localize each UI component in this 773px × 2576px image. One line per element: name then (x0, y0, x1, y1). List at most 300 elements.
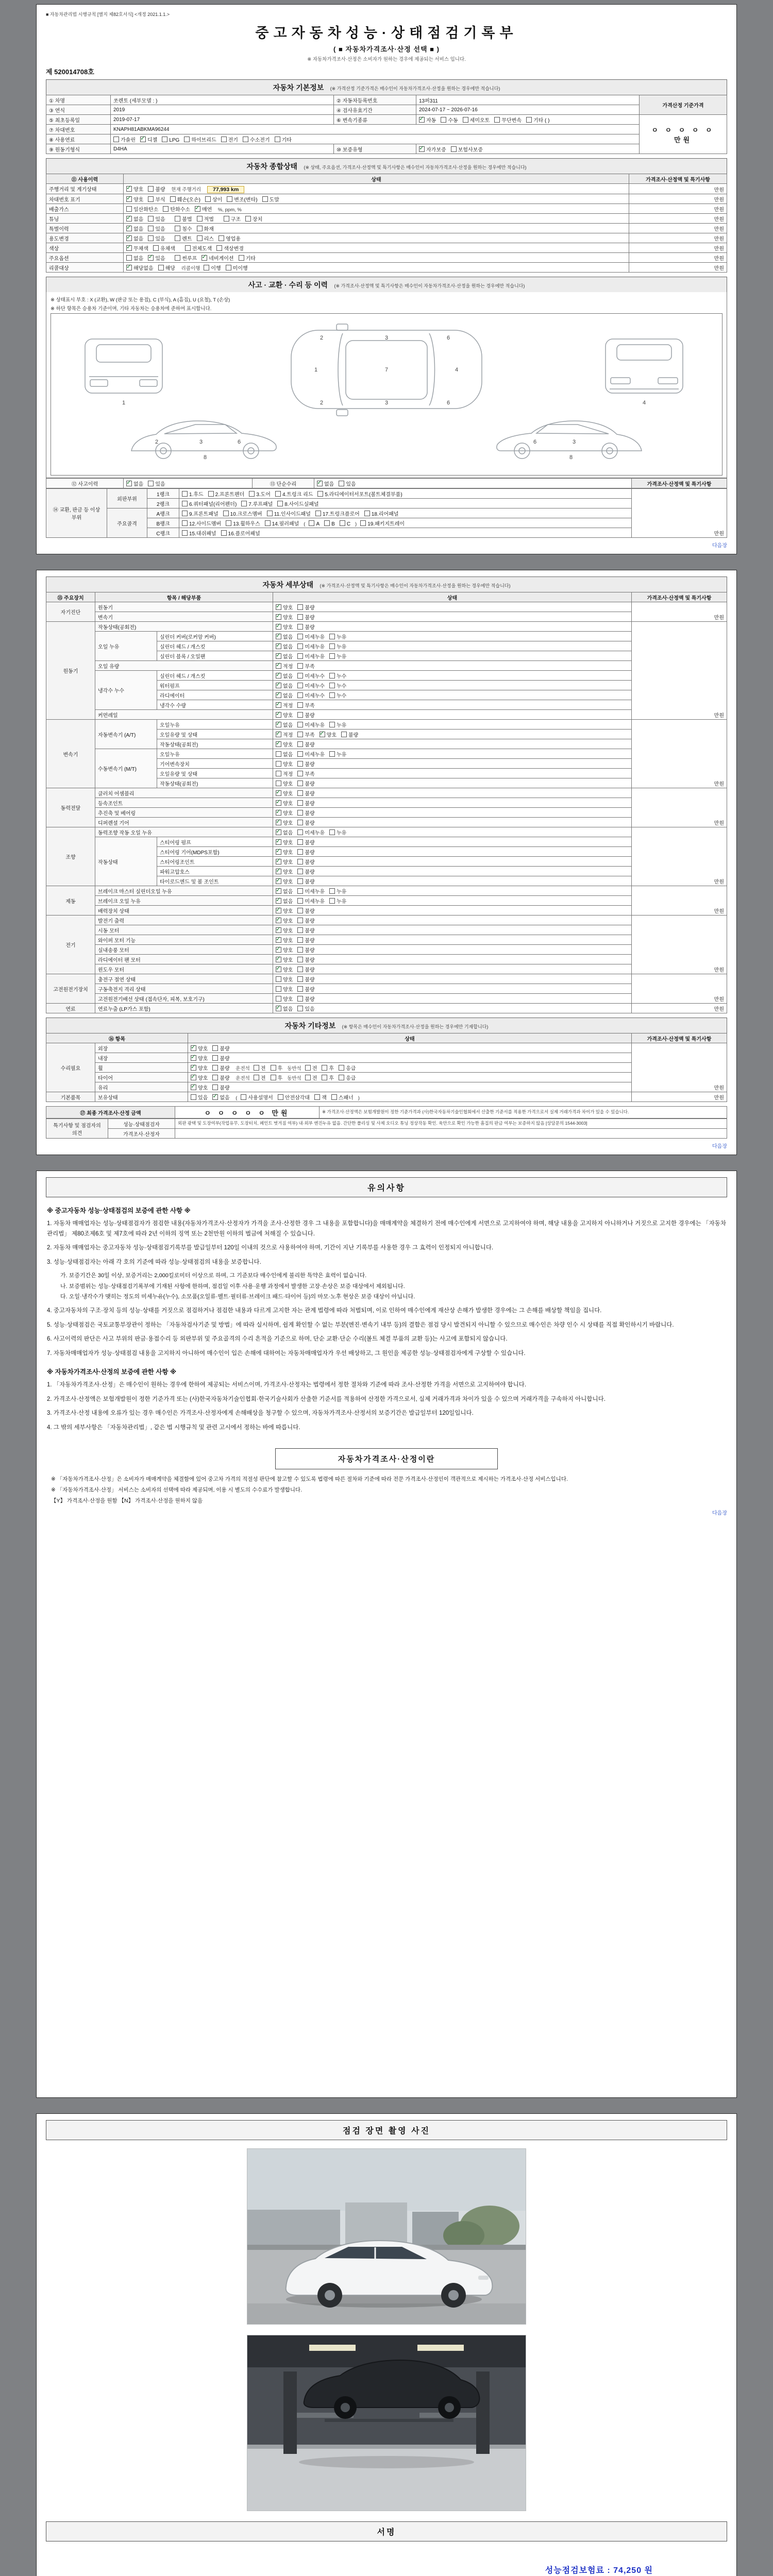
checkbox-icon (276, 751, 281, 757)
checkbox-option (297, 662, 314, 670)
option-label: 있음 (155, 236, 165, 242)
form-cell (273, 622, 632, 632)
text-line: ※ 하단 항목은 승용차 기준이며, 기타 자동차는 승용차에 준하여 표시합니다. (51, 306, 212, 312)
form-cell: 등속조인트 (95, 798, 273, 808)
option-label: 없음 (324, 481, 334, 487)
form-cell (273, 720, 632, 730)
checkbox-icon (208, 491, 214, 497)
form-cell (124, 263, 629, 273)
checkbox-option (297, 750, 325, 758)
form-cell: KNAPH81ABKMA96244 (111, 125, 640, 134)
checkbox-icon (276, 624, 281, 630)
option-label: 1.후드 (189, 492, 204, 498)
checkbox-icon (175, 226, 180, 231)
checkbox-icon (276, 790, 281, 796)
table-row (46, 224, 727, 233)
form-cell (273, 690, 632, 700)
text-line: ※ 「자동차가격조사·산정」은 소비자가 매매계약을 체결함에 있어 중고차 가격의 적절성 판단에 참고할 수 있도록 법령에 따른 절차와 기준에 따라 전문 가격조사·산정인이 객관적으로 제시하는 가격조사·산정 서비스입니다. (51, 1476, 568, 1483)
option-label: 양호 (283, 615, 293, 621)
checkbox-option-checked (126, 225, 143, 232)
form-cell: ⑬ 단순수리 (253, 479, 314, 488)
checkbox-icon (212, 1075, 218, 1080)
option-label: 색상변경 (224, 246, 244, 252)
section-title: 자동차 기본정보 (273, 83, 324, 92)
checkbox-option (297, 965, 314, 973)
form-cell (124, 479, 253, 488)
form-cell: 시동 모터 (95, 925, 273, 935)
checkbox-option-checked (276, 740, 293, 748)
checkbox-option-checked (276, 819, 293, 826)
column-header: 항목 / 해당부품 (95, 592, 273, 602)
option-label: 없음 (283, 1006, 293, 1012)
form-cell: ⑦ 차대번호 (46, 125, 111, 134)
table-row (46, 710, 727, 720)
option-label: 불량 (155, 187, 165, 193)
form-cell (273, 632, 632, 641)
checkbox-icon (148, 196, 154, 202)
option-label: 양호 (198, 1046, 208, 1052)
checkbox-option (208, 490, 245, 498)
document-number: 제 520014708호 (46, 68, 94, 76)
option-label: 불량 (220, 1085, 230, 1091)
form-cell (273, 974, 632, 984)
checkbox-option-checked (276, 858, 293, 866)
option-label: 13.휠하우스 (233, 521, 260, 527)
checkbox-option (329, 672, 346, 680)
checkbox-option-checked (276, 897, 293, 905)
form-cell (273, 906, 632, 916)
checkbox-option (170, 195, 200, 203)
form-cell: C랭크 (147, 528, 179, 538)
option-label: 가솔린 (121, 137, 136, 143)
svg-text:3: 3 (573, 439, 576, 445)
option-label: 불량 (305, 840, 315, 846)
checkbox-icon (148, 186, 154, 192)
checkbox-option (329, 828, 346, 836)
checkbox-option-checked (276, 868, 293, 875)
table-row (46, 194, 727, 204)
checkbox-icon (182, 511, 188, 516)
option-label: 양호 (283, 977, 293, 983)
option-label: 불량 (220, 1065, 230, 1072)
document-title: 중고자동차성능·상태점검기록부 (255, 25, 518, 41)
svg-text:1: 1 (122, 400, 126, 406)
table-row (46, 837, 727, 847)
checkbox-icon (276, 634, 281, 639)
checkbox-option-checked (276, 887, 293, 895)
option-label: 7.루프패널 (248, 501, 273, 507)
option-label: 전 (260, 1065, 266, 1072)
form-cell: 만원 (629, 224, 727, 233)
checkbox-option (221, 135, 238, 143)
checkbox-option (182, 510, 219, 517)
form-cell: 원동기 (95, 602, 273, 612)
option-label: 없음 (283, 693, 293, 699)
photo-wrap-2 (46, 2335, 727, 2513)
form-cell: 제동 (46, 886, 95, 916)
checkbox-option (212, 1054, 229, 1062)
option-label: 적정 (283, 771, 293, 777)
option-label: 장치 (252, 216, 263, 223)
form-cell: 만원 (632, 886, 727, 916)
table-row (46, 174, 727, 184)
notice-item: 7. 자동차매매업자가 성능·상태점검 내용을 고지하지 아니하여 매수인이 입은 손해에 대하여는 자동차매매업자가 우선 배상하고, 그 원인을 제공한 성능·상태점검자에게 구상할 수 있습니다. (47, 1350, 526, 1357)
option-text: ( (304, 521, 306, 527)
option-label: 불량 (305, 761, 315, 768)
svg-text:6: 6 (238, 439, 241, 445)
form-cell: 충전구 절연 상태 (95, 974, 273, 984)
checkbox-option-checked (419, 116, 436, 124)
checkbox-icon (276, 996, 281, 1002)
option-label: 있음 (155, 256, 165, 262)
option-label: 없음 (283, 889, 293, 895)
checkbox-option (297, 956, 314, 963)
svg-text:2: 2 (155, 439, 159, 445)
option-text (180, 246, 181, 252)
table-row (46, 115, 727, 125)
checkbox-icon (297, 761, 303, 767)
option-label: 불량 (305, 869, 315, 875)
option-label: 18.리어패널 (371, 511, 399, 517)
checkbox-option-checked (276, 936, 293, 944)
checkbox-option (297, 995, 314, 1003)
checkbox-option (226, 519, 260, 527)
option-label: 11.인사이드패널 (274, 511, 311, 517)
checkbox-option (271, 1074, 283, 1081)
checkbox-icon (126, 196, 132, 202)
form-cell (273, 984, 632, 994)
checkbox-icon (276, 908, 281, 913)
checkbox-option (315, 510, 360, 517)
form-cell: 색상 (46, 243, 124, 253)
car-diagram-svg (53, 316, 720, 470)
checkbox-option (297, 828, 325, 836)
checkbox-icon (297, 849, 303, 855)
option-label: 불량 (305, 947, 315, 954)
checkbox-icon (126, 206, 132, 212)
form-cell: 만원 (632, 1004, 727, 1013)
svg-text:6: 6 (447, 335, 450, 341)
checkbox-icon (126, 235, 132, 241)
checkbox-icon (329, 673, 335, 679)
form-cell: 오일 유량 (95, 661, 273, 671)
checkbox-icon (191, 1055, 196, 1061)
checkbox-icon (360, 520, 366, 526)
option-label: 양호 (198, 1085, 208, 1091)
checkbox-option (276, 760, 293, 768)
form-cell: 스티어링 펌프 (157, 837, 273, 847)
option-label: 양호 (198, 1075, 208, 1081)
option-label: 양호 (283, 996, 293, 1003)
section-header-etc (46, 1018, 727, 1033)
next-page-link[interactable]: 다음장 (712, 543, 727, 549)
option-label: 불량 (305, 781, 315, 787)
option-label: 불량 (305, 713, 315, 719)
option-label: 미세누유 (305, 830, 325, 836)
checkbox-option-checked (276, 965, 293, 973)
checkbox-option-checked (126, 195, 143, 203)
form-cell: 브레이크 오일 누유 (95, 896, 273, 906)
option-text (170, 256, 172, 262)
option-label: 불량 (305, 801, 315, 807)
option-label: 양호 (283, 801, 293, 807)
form-cell (273, 602, 632, 612)
checkbox-icon (162, 137, 167, 142)
checkbox-option (216, 244, 244, 252)
form-cell (188, 1063, 632, 1073)
form-cell (273, 641, 632, 651)
checkbox-icon (329, 692, 335, 698)
checkbox-icon (140, 137, 146, 142)
table-row (46, 749, 727, 759)
checkbox-icon (419, 146, 425, 152)
table-row (46, 661, 727, 671)
form-cell: 2024-07-17 ~ 2026-07-16 (416, 105, 640, 115)
option-label: 무단변속 (501, 117, 522, 124)
basic-info-table (46, 95, 727, 154)
photo-lift-svg (247, 2335, 526, 2511)
option-label: 네비게이션 (209, 256, 234, 262)
form-cell: 파워고압호스 (157, 867, 273, 876)
checkbox-option (329, 721, 346, 728)
checkbox-icon (245, 216, 251, 222)
checkbox-option-checked (195, 205, 212, 213)
form-cell: 오일 누유 (95, 632, 157, 661)
checkbox-icon (254, 1065, 259, 1071)
form-cell (416, 144, 640, 154)
table-row (46, 720, 727, 730)
form-cell: 작동상태(공회전) (157, 739, 273, 749)
form-cell: 와이퍼 모터 기능 (95, 935, 273, 945)
option-label: 불량 (220, 1056, 230, 1062)
checkbox-icon (297, 653, 303, 659)
option-label: 양호 (326, 732, 337, 738)
form-cell: 13퍼311 (416, 95, 640, 105)
form-cell: 고전원전기장치 (46, 974, 95, 1004)
form-cell (124, 243, 629, 253)
option-label: 양호 (283, 957, 293, 963)
svg-text:3: 3 (385, 335, 389, 341)
option-label: 썬루프 (182, 256, 197, 262)
form-cell: 자기진단 (46, 602, 95, 622)
section-title: 사고 · 교환 · 수리 등 이력 (248, 281, 328, 289)
checkbox-icon (297, 781, 303, 786)
notice-subitem: 가. 보증기간은 30일 이상, 보증거리는 2,000킬로미터 이상으로 하며, 그 기준보다 매수인에게 불리한 특약은 효력이 없습니다. (60, 1273, 367, 1279)
checkbox-option-checked (191, 1044, 208, 1052)
table-row (46, 1107, 727, 1118)
checkbox-option (297, 838, 314, 846)
checkbox-icon (317, 481, 323, 486)
checkbox-icon (254, 1075, 259, 1080)
checkbox-icon (494, 117, 500, 123)
accident-history-table (46, 478, 727, 488)
option-label: 적정 (283, 732, 293, 738)
form-cell (188, 1053, 632, 1063)
form-cell (124, 204, 629, 214)
option-label: 침수 (182, 226, 192, 232)
checkbox-option (212, 1044, 229, 1052)
option-label: 양호 (283, 879, 293, 885)
option-label: 불량 (305, 957, 315, 963)
checkbox-option (254, 1074, 266, 1081)
column-header: 가격조사·산정액 및 특기사항 (632, 1033, 727, 1043)
form-cell (273, 867, 632, 876)
checkbox-icon (276, 604, 281, 610)
form-cell: 구동축전지 격리 상태 (95, 984, 273, 994)
table-row (46, 622, 727, 632)
form-cell: 만원 (632, 1092, 727, 1102)
checkbox-icon (197, 235, 203, 241)
document-subtitle: ( ■ 자동차가격조사·산정 선택 ■ ) (333, 45, 440, 53)
form-cell: B랭크 (147, 518, 179, 528)
table-row (46, 95, 727, 105)
option-label: 9.프론트패널 (189, 511, 219, 517)
checkbox-option (297, 975, 314, 983)
checkbox-icon (297, 643, 303, 649)
checkbox-icon (297, 869, 303, 874)
form-cell: 만원 (632, 602, 727, 622)
checkbox-icon (441, 117, 446, 123)
checkbox-option (275, 135, 292, 143)
checkbox-option-checked (276, 917, 293, 924)
next-page-link[interactable]: 다음장 (712, 1144, 727, 1149)
notice-item: 2. 자동차 매매업자는 중고자동차 성능·상태점검기록부를 발급일부터 120일 이내의 것으로 사용하여야 하며, 기간이 지난 기록부를 사용한 경우 그 효력이 인정되지 아니합니다. (47, 1245, 494, 1251)
option-label: 부족 (305, 771, 315, 777)
checkbox-icon (315, 511, 321, 516)
checkbox-option-checked (276, 721, 293, 728)
column-header: 가격조사·산정액 및 특기사항 (632, 592, 727, 602)
checkbox-icon (297, 692, 303, 698)
notice-subitem: 다. 오일·냉각수가 맺히는 정도의 미세누유(누수), 소모품(오일류·벨트·필터류·브레이크 패드·타이어 등)의 마모·노후 현상은 보증 대상이 아닙니다. (60, 1294, 415, 1300)
checkbox-icon (297, 898, 303, 904)
table-row (46, 818, 727, 827)
option-label: 12.사이드멤버 (189, 521, 222, 527)
checkbox-option-checked (148, 254, 165, 262)
panel-repair-table (46, 488, 727, 538)
page-3-notice (36, 1171, 737, 2098)
next-page-link[interactable]: 다음장 (712, 1510, 727, 1516)
checkbox-icon (126, 226, 132, 231)
form-cell: 윈도우 모터 (95, 964, 273, 974)
checkbox-option (297, 917, 314, 924)
checkbox-icon (212, 1084, 218, 1090)
option-label: 미세누수 (305, 683, 325, 689)
form-cell: 스티어링 기어(MDPS포함) (157, 847, 273, 857)
table-row (46, 896, 727, 906)
checkbox-option-checked (276, 603, 293, 611)
table-row (46, 886, 727, 896)
option-label: 양호 (283, 781, 293, 787)
form-cell: 만원 (629, 233, 727, 243)
option-label: 없음 (283, 752, 293, 758)
checkbox-option (364, 510, 399, 517)
checkbox-option (329, 652, 346, 660)
text-line: ※ 상태표시 부호 : X (교환), W (판금 또는 용접), C (부식), A (흠집), U (요철), T (손상) (51, 297, 230, 303)
option-label: 미세누유 (305, 722, 325, 728)
checkbox-icon (126, 186, 132, 192)
option-label: 없음 (220, 1095, 230, 1101)
checkbox-option (339, 1074, 356, 1081)
checkbox-option-checked (317, 480, 334, 487)
checkbox-option-checked (191, 1054, 208, 1062)
checkbox-option (271, 1064, 283, 1072)
option-label: 미세누유 (305, 654, 325, 660)
option-text: 동반석 (287, 1065, 301, 1072)
form-cell: 연료 (46, 1004, 95, 1013)
sign-title: 서명 (46, 2521, 727, 2541)
checkbox-icon (276, 937, 281, 943)
option-label: 5.라디에이터서포트(볼트체결부품) (325, 492, 402, 498)
checkbox-option-checked (276, 731, 293, 738)
form-cell: ① 차명 (46, 95, 111, 105)
form-cell (179, 499, 632, 509)
checkbox-icon (243, 137, 248, 142)
form-cell: 실린더 헤드 / 개스킷 (157, 641, 273, 651)
svg-text:2: 2 (320, 400, 324, 406)
checkbox-option (175, 254, 197, 262)
checkbox-option (175, 215, 192, 223)
svg-text:3: 3 (385, 400, 389, 406)
checkbox-icon (329, 722, 335, 727)
checkbox-icon (297, 878, 303, 884)
form-cell: 만원 (629, 204, 727, 214)
checkbox-icon (276, 820, 281, 825)
checkbox-icon (297, 604, 303, 610)
checkbox-option (331, 1093, 354, 1101)
checkbox-icon (320, 732, 325, 737)
checkbox-option (113, 135, 136, 143)
checkbox-icon (278, 1094, 283, 1100)
photos-title: 점검 장면 촬영 사진 (46, 2120, 727, 2140)
checkbox-option (324, 520, 335, 527)
checkbox-icon (182, 491, 188, 497)
checkbox-option (226, 264, 248, 272)
inspection-insurance-fee: 성능점검보험료 : 74,250 원 (545, 2566, 653, 2575)
checkbox-icon (276, 927, 281, 933)
form-cell: 스티어링조인트 (157, 857, 273, 867)
notice-item: 5. 성능·상태점검은 국토교통부장관이 정하는 「자동차검사기준 및 방법」에 따라 실시하며, 쉽게 확인할 수 없는 부분(엔진·변속기 내부 등)의 결함은 점검 당시 발견되지 아니할 수 있으므로 매수인은 차량 인수 시 상태를 직접 확인하시기 바랍니다. (47, 1321, 674, 1328)
form-cell (273, 827, 632, 837)
checkbox-icon (276, 869, 281, 874)
checkbox-option (297, 682, 325, 689)
option-label: 불량 (305, 850, 315, 856)
option-label: 해당없음 (133, 265, 154, 272)
form-cell: 실린더 헤드 / 개스킷 (157, 671, 273, 681)
checkbox-icon (297, 839, 303, 845)
form-cell (273, 798, 632, 808)
option-label: 양호 (283, 624, 293, 631)
form-cell (273, 955, 632, 964)
form-cell: 라디에이터 팬 모터 (95, 955, 273, 964)
option-label: 탄화수소 (170, 207, 190, 213)
detail-status-table (46, 592, 727, 1013)
notice-body (46, 1206, 727, 1433)
option-label: 사용설명서 (248, 1095, 273, 1101)
form-cell: 타이로드엔드 및 볼 조인트 (157, 876, 273, 886)
column-header: 상태 (273, 592, 632, 602)
checkbox-icon (212, 1045, 218, 1051)
checkbox-icon (297, 800, 303, 806)
option-label: 불량 (305, 938, 315, 944)
checkbox-icon (226, 520, 231, 526)
form-cell (273, 778, 632, 788)
checkbox-option-checked (276, 1005, 293, 1012)
form-cell (273, 710, 632, 720)
checkbox-option (276, 750, 293, 758)
svg-text:3: 3 (199, 439, 203, 445)
checkbox-icon (297, 937, 303, 943)
option-label: 10.크로스멤버 (230, 511, 262, 517)
